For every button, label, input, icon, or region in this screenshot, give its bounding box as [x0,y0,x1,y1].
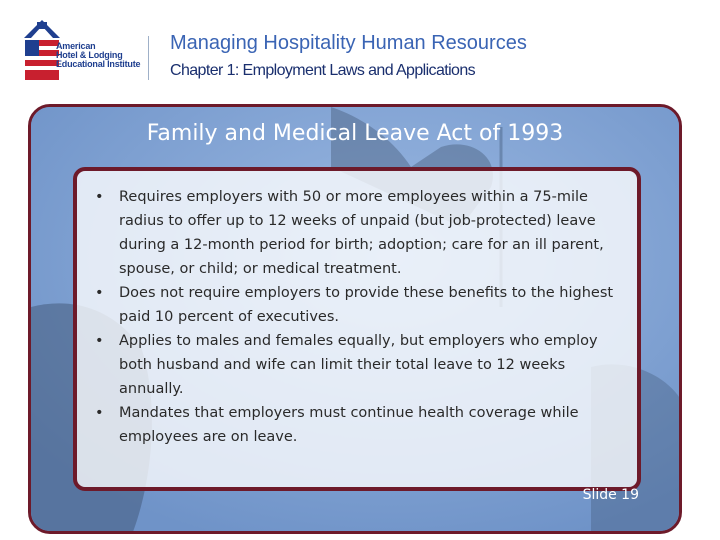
slide-number: Slide 19 [582,487,639,503]
logo-line: Hotel & Lodging [56,50,123,60]
content-box [73,167,641,491]
list-item [95,185,623,281]
bullet-text: Applies to males and females equally, but employers who employ both husband and wife can limit their total leave to 12 weeks annually. [119,333,598,397]
list-item [95,401,623,449]
bullet-dot-icon: • [95,333,104,349]
logo-wordmark [56,41,141,69]
bullet-dot-icon: • [95,405,104,421]
list-item [95,281,623,329]
course-title: Managing Hospitality Human Resources [170,32,527,54]
bullet-dot-icon: • [95,285,104,301]
slide-panel [28,104,682,534]
bullet-list [77,171,637,449]
bullet-text: Requires employers with 50 or more employees within a 75-mile radius to offer up to 12 weeks of unpaid (but job-protected) leave during a 12-month period for birth; adoption; care for an ill parent, spouse, or child; or medical treatment. [119,189,604,277]
header-divider [148,36,149,80]
slide-header [0,0,720,100]
bullet-text: Mandates that employers must continue health coverage while employees are on leave. [119,405,579,445]
slide-title: Family and Medical Leave Act of 1993 [146,121,564,146]
list-item [95,329,623,401]
ahlei-logo [22,18,141,84]
chapter-subtitle: Chapter 1: Employment Laws and Applications [170,62,476,79]
logo-line: Educational Institute [56,59,141,69]
bullet-text: Does not require employers to provide these benefits to the highest paid 10 percent of executives. [119,285,614,325]
logo-line: American [56,41,96,51]
bullet-dot-icon: • [95,189,104,205]
